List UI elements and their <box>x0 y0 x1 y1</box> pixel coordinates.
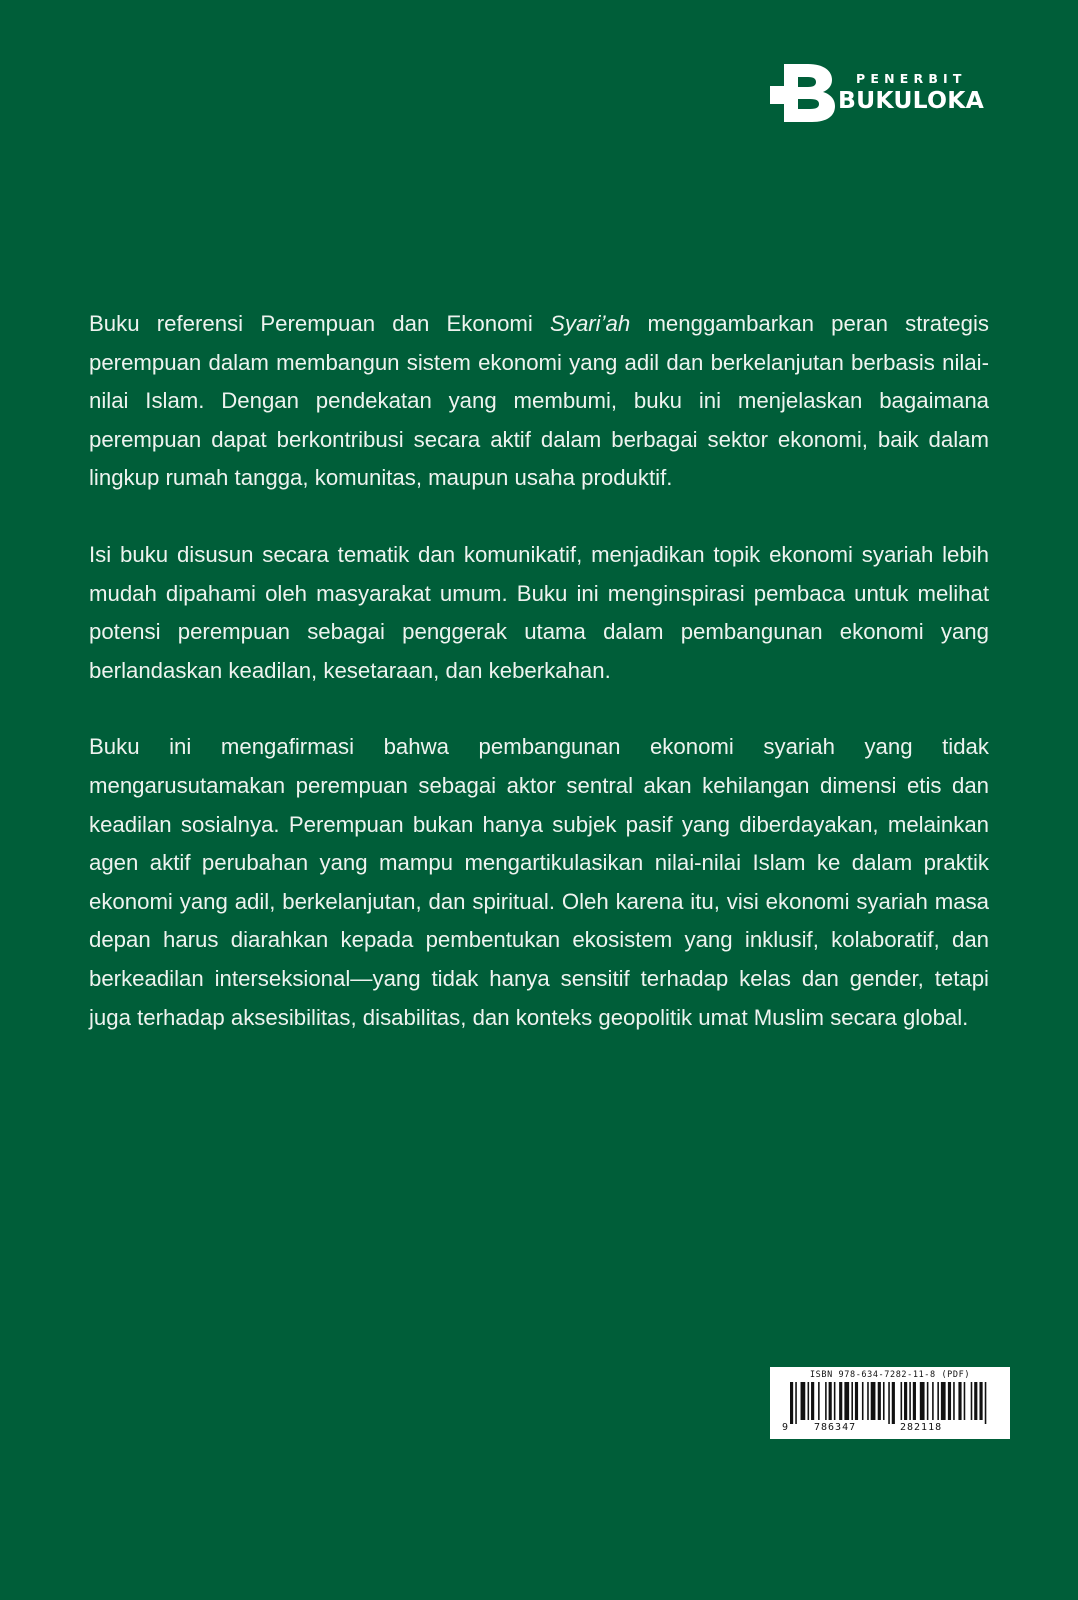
barcode-bar <box>795 1382 797 1424</box>
barcode-bar <box>811 1382 814 1420</box>
barcode-bar <box>825 1382 827 1420</box>
barcode-bar <box>913 1382 916 1420</box>
barcode-digits-right: 282118 <box>900 1422 943 1433</box>
barcode-bar <box>855 1382 858 1420</box>
barcode-bar <box>888 1382 890 1424</box>
description-paragraph-2: Isi buku disusun secara tematik dan komunikatif, menjadikan topik ekonomi syariah lebih mudah dipahami oleh masyarakat umum. Buku ini menginspirasi pembaca untuk melihat potensi perempuan sebagai penggerak utama dalam pembangunan ekonomi yang berlandaskan keadilan, kesetaraan, dan keberkahan. <box>89 541 989 683</box>
barcode-bar <box>844 1382 849 1420</box>
barcode-bar <box>871 1382 876 1420</box>
publisher-b-mark-icon <box>770 64 836 122</box>
barcode-bar <box>971 1382 973 1420</box>
paragraph-1-text-start: Buku referensi Perempuan dan Ekonomi <box>89 311 551 336</box>
barcode-bar <box>839 1382 842 1420</box>
barcode-bar <box>927 1382 929 1420</box>
barcode-bar <box>867 1382 869 1420</box>
description-paragraph-1 <box>89 305 989 498</box>
barcode-bar <box>818 1382 820 1420</box>
barcode-bars <box>790 1382 990 1424</box>
barcode-bar <box>878 1382 881 1420</box>
barcode-bar <box>901 1382 903 1420</box>
barcode-bar <box>985 1382 987 1424</box>
barcode-bar <box>790 1382 793 1424</box>
barcode-bar <box>958 1382 961 1420</box>
barcode-bar <box>979 1382 982 1420</box>
barcode-bar <box>808 1382 810 1420</box>
paragraph-1-text-end: menggambarkan peran strategis perempuan dalam membangun sistem ekonomi yang adil dan berkelanjutan berbasis nilai-nilai Islam. Dengan pendekatan yang membumi, buku ini menjelaskan bagaimana perempuan dapat berkontribusi secara aktif dalam berbagai sektor ekonomi, baik dalam lingkup rumah tangga, komunitas, maupun usaha produktif. <box>89 311 989 491</box>
description-paragraph-3: Buku ini mengafirmasi bahwa pembangunan ekonomi syariah yang tidak mengarusutamakan perempuan sebagai aktor sentral akan kehilangan dimensi etis dan keadilan sosialnya. Perempuan bukan hanya subjek pasif yang diberdayakan, melainkan agen aktif perubahan yang mampu mengartikulasikan nilai-nilai Islam ke dalam praktik ekonomi yang adil, berkelanjutan, dan spiritual. Oleh karena itu, visi ekonomi syariah masa depan harus diarahkan kepada pembentukan ekosistem yang inklusif, kolaboratif, dan berkeadilan interseksional—yang tidak hanya sensitif terhadap kelas dan gender, tetapi juga terhadap aksesibilitas, disabilitas, dan konteks geopolitik umat Muslim secara global. <box>89 734 989 1030</box>
barcode-bar <box>909 1382 911 1420</box>
barcode-bar <box>953 1382 955 1420</box>
isbn-number: ISBN 978-634-7282-11-8 (PDF) <box>809 1370 971 1380</box>
barcode-bar <box>974 1382 977 1420</box>
barcode-bar <box>883 1382 885 1420</box>
paragraph-1-italic-term: Syari’ah <box>550 311 631 336</box>
barcode-bar <box>948 1382 951 1420</box>
barcode-digit-first: 9 <box>782 1422 789 1433</box>
book-description <box>89 305 989 1075</box>
barcode-bar <box>862 1382 864 1420</box>
barcode-bar <box>964 1382 966 1420</box>
publisher-logo <box>770 64 992 122</box>
barcode-bar <box>829 1382 832 1420</box>
barcode-bar <box>851 1382 853 1420</box>
barcode-bar <box>920 1382 925 1420</box>
barcode-bar <box>801 1382 806 1420</box>
barcode-bar <box>892 1382 895 1424</box>
barcode-bar <box>941 1382 946 1420</box>
barcode-bar <box>937 1382 939 1420</box>
barcode-digits-left: 786347 <box>814 1422 857 1433</box>
publisher-kicker: PENERBIT <box>856 71 967 86</box>
publisher-name: BUKULOKA <box>838 86 984 114</box>
barcode-bar <box>904 1382 907 1420</box>
isbn-barcode <box>770 1367 1010 1439</box>
barcode-bar <box>932 1382 934 1420</box>
barcode-bar <box>834 1382 836 1420</box>
